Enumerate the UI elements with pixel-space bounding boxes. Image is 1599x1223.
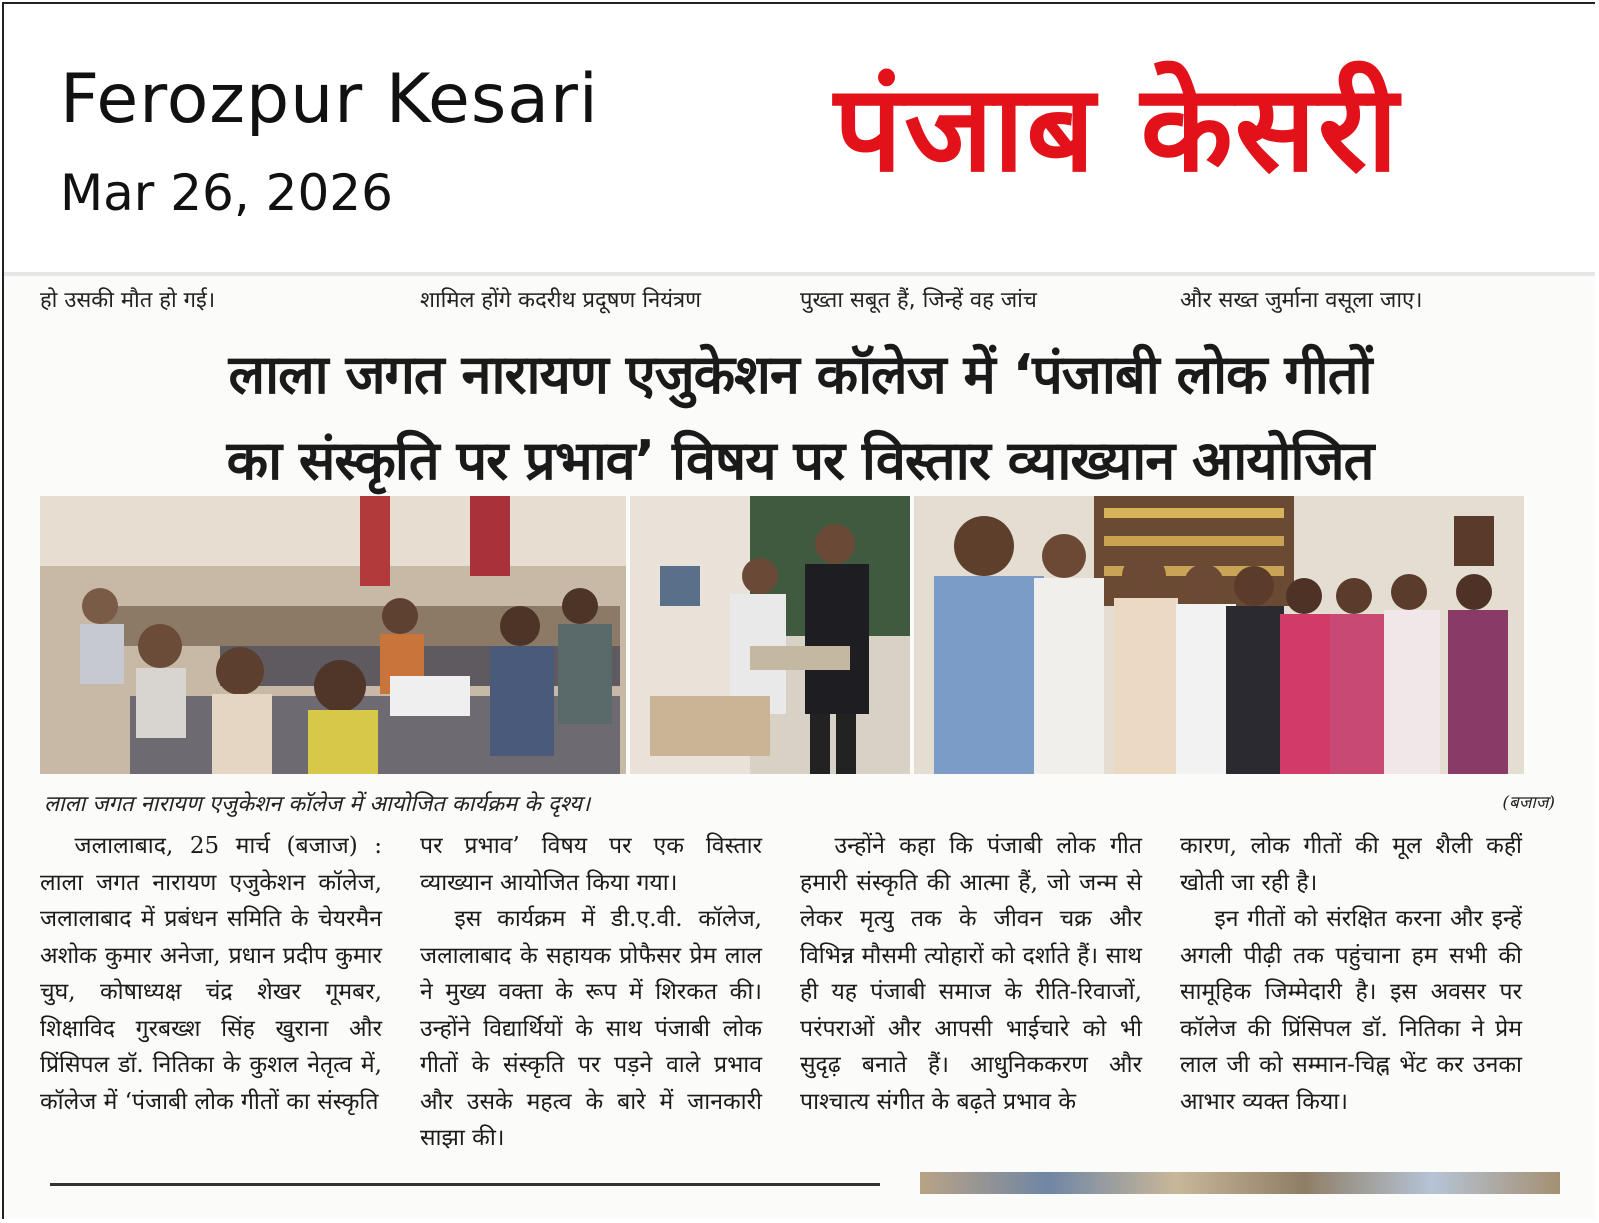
previous-story-fragment: और सख्त जुर्माना वसूला जाए। xyxy=(1180,288,1423,313)
next-story-rule xyxy=(50,1183,880,1186)
headline-line-2: का संस्कृति पर प्रभाव’ विषय पर विस्तार व्याख्यान आयोजित xyxy=(226,429,1374,492)
previous-story-fragment: शामिल होंगे कदरीथ प्रदूषण नियंत्रण xyxy=(420,288,702,313)
headline-line-1: लाला जगत नारायण एजुकेशन कॉलेज में ‘पंजाबी लोक गीतों xyxy=(228,343,1372,406)
previous-story-fragment: हो उसकी मौत हो गई। xyxy=(40,288,216,313)
article-paragraph: इस कार्यक्रम में डी.ए.वी. कॉलेज, जलालाबाद के सहायक प्रोफैसर प्रेम लाल ने मुख्य वक्ता के रूप में शिरकत की। उन्होंने विद्यार्थियों के साथ पंजाबी लोक गीतों के संस्कृति पर पड़ने वाले प्रभाव और उसके महत्व के बारे में जानकारी साझा की। xyxy=(420,906,762,1151)
photo-credit: (बजाज) xyxy=(1502,793,1555,813)
previous-story-fragment: पुख्ता सबूत हैं, जिन्हें वह जांच xyxy=(800,288,1037,313)
photo-classroom-audience xyxy=(40,496,626,774)
punjab-kesari-logo: पंजाब केसरी xyxy=(834,60,1401,199)
photo-speaker-lecture xyxy=(630,496,910,774)
newspaper-clipping xyxy=(4,276,1595,1219)
previous-story-strip xyxy=(4,284,1595,313)
photo-caption: लाला जगत नारायण एजुकेशन कॉलेज में आयोजित कार्यक्रम के दृश्य। xyxy=(44,792,591,817)
article-paragraph: पर प्रभाव’ विषय पर एक विस्तार व्याख्यान आयोजित किया गया। xyxy=(420,833,762,896)
article-column-2 xyxy=(420,828,762,1157)
article-paragraph: जलालाबाद, 25 मार्च (बजाज) : लाला जगत नारायण एजुकेशन कॉलेज, जलालाबाद में प्रबंधन समिति के चेयरमैन अशोक कुमार अनेजा, प्रधान प्रदीप कुमार चुघ, कोषाध्यक्ष चंद्र शेखर गूमबर, शिक्षाविद गुरबख्श सिंह खुराना और प्रिंसिपल डॉ. नितिका के कुशल नेतृत्व में, कॉलेज में ‘पंजाबी लोक गीतों का संस्कृति xyxy=(40,833,382,1115)
article-headline xyxy=(40,332,1560,504)
next-story-image-edge xyxy=(920,1172,1560,1194)
article-paragraph: कारण, लोक गीतों की मूल शैली कहीं खोती जा रही है। xyxy=(1180,833,1522,896)
publication-date: Mar 26, 2026 xyxy=(60,164,393,222)
photo-group-felicitation xyxy=(914,496,1524,774)
clipping-header xyxy=(4,4,1595,272)
article-column-1 xyxy=(40,828,382,1120)
newspaper-edition-name: Ferozpur Kesari xyxy=(60,60,599,139)
article-paragraph: इन गीतों को संरक्षित करना और इन्हें अगली पीढ़ी तक पहुंचाना हम सभी की सामूहिक जिम्मेदारी है। इस अवसर पर कॉलेज की प्रिंसिपल डॉ. नितिका ने प्रेम लाल जी को सम्मान-चिह्न भेंट कर उनका आभार व्यक्त किया। xyxy=(1180,906,1522,1115)
article-paragraph: उन्होंने कहा कि पंजाबी लोक गीत हमारी संस्कृति की आत्मा हैं, जो जन्म से लेकर मृत्यु तक के जीवन चक्र और विभिन्न मौसमी त्योहारों को दर्शाते हैं। साथ ही यह पंजाबी समाज के रीति-रिवाजों, परंपराओं और आपसी भाईचारे को भी सुदृढ़ बनाते हैं। आधुनिककरण और पाश्चात्य संगीत के बढ़ते प्रभाव के xyxy=(800,833,1142,1115)
article-column-4 xyxy=(1180,828,1522,1120)
article-column-3 xyxy=(800,828,1142,1120)
